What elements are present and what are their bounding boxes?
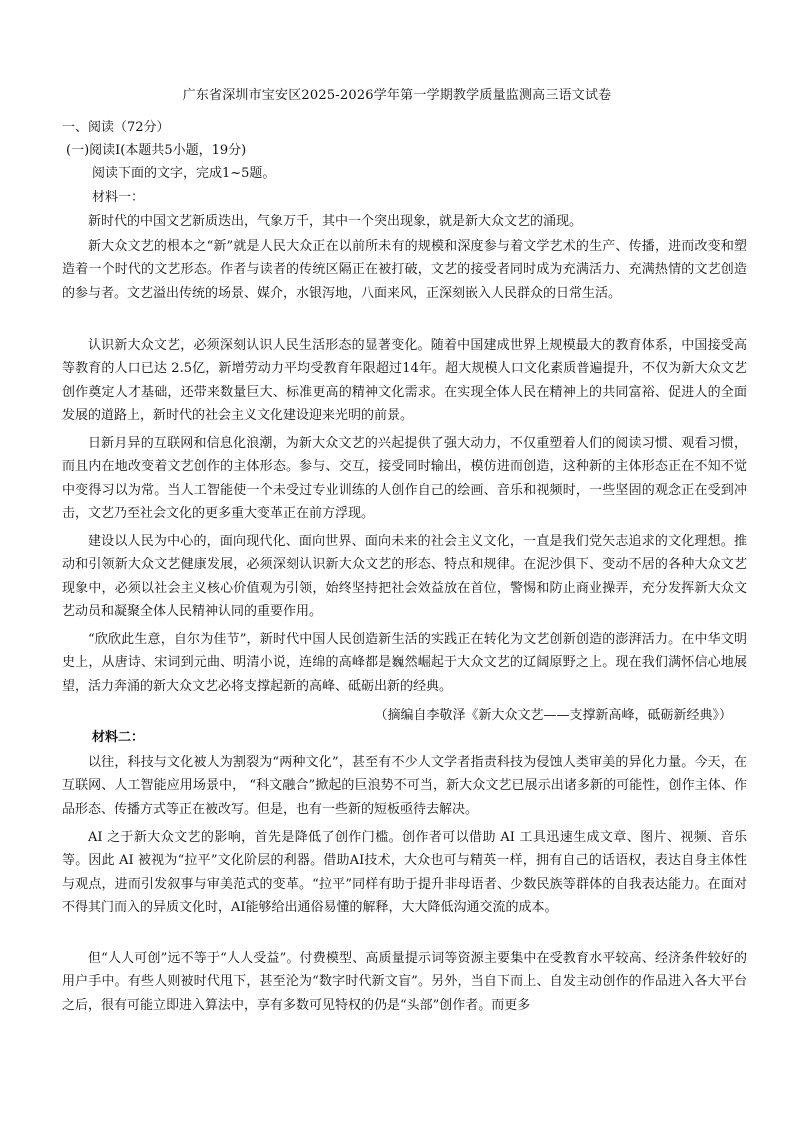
material2-paragraph: 以往，科技与文化被人为割裂为“两种文化”，甚至有不少人文学者指责科技为侵蚀人类审美的异化力量。今天，在互联网、人工智能应用场景中， “科文融合”掀起的巨浪势不可当，新大众文艺已展示出诸多新的可能性，创作主体、作品形态、传播方式等正在被改写。但是，也有一些新的短板亟待去解决。 — [62, 755, 747, 817]
material1-paragraph: 认识新大众文艺，必须深刻认识人民生活形态的显著变化。随着中国建成世界上规模最大的教育体系，中国接受高等教育的人口已达 2.5亿，新增劳动力平均受教育年限超过14年。超大规模人口文化素质普遍提升，不仅为新大众文艺创作奠定人才基础，还带来数量巨大、标准更高的精神文化需求。在实现全体人民在精神上的共同富裕、促进人的全面发展的道路上，新时代的社会主义文化建设迎来光明的前景。 — [62, 338, 747, 423]
exam-title: 广东省深圳市宝安区2025-2026学年第一学期教学质量监测高三语文试卷 — [182, 88, 612, 103]
material2-label: 材料二： — [92, 730, 145, 745]
material1-paragraph: 日新月异的互联网和信息化浪潮，为新大众文艺的兴起提供了强大动力，不仅重塑着人们的阅读习惯、观看习惯，而且内在地改变着文艺创作的主体形态。参与、交互，接受同时输出，模仿进而创造，这种新的主体形态正在不知不觉中变得习以为常。当人工智能使一个未受过专业训练的人创作自己的绘画、音乐和视频时，一些坚固的观念正在受到冲击，文艺乃至社会文化的更多重大变革正在前方浮现。 — [62, 436, 747, 521]
subsection-heading: (一)阅读I(本题共5小题，19分) — [66, 143, 247, 158]
section-heading: 一、阅读（72分） — [62, 120, 170, 135]
instruction-text: 阅读下面的文字，完成1~5题。 — [92, 166, 276, 181]
material1-paragraph: 建设以人民为中心的，面向现代化、面向世界、面向未来的社会主义文化，一直是我们党矢志追求的文化理想。推动和引领新大众文艺健康发展，必须深刻认识新大众文艺的形态、特点和规律。在泥沙俱下、变动不居的各种大众文艺现象中，必须以社会主义核心价值观为引领，始终坚持把社会效益放在首位，警惕和防止商业操弄，充分发挥新大众文艺动员和凝聚全体人民精神认同的重要作用。 — [62, 534, 747, 619]
material1-paragraph: 新大众文艺的根本之“新”就是人民大众正在以前所未有的规模和深度参与着文学艺术的生产、传播，进而改变和塑造着一个时代的文艺形态。作者与读者的传统区隔正在被打破，文艺的接受者同时成为充满活力、充满热情的文艺创造的参与者。文艺溢出传统的场景、媒介，水银泻地，八面来风，正深刻嵌入人民群众的日常生活。 — [62, 239, 747, 301]
material2-paragraph: 但“人人可创”远不等于“人人受益”。付费模型、高质量提示词等资源主要集中在受教育水平较高、经济条件较好的用户手中。有些人则被时代甩下，甚至沦为“数字时代新文盲”。另外，当自下而上、自发主动创作的作品进入各大平台之后，很有可能立即进入算法中，享有多数可见特权的仍是“头部”创作者。而更多 — [62, 951, 747, 1013]
material1-paragraph: “欣欣此生意，自尔为佳节”，新时代中国人民创造新生活的实践正在转化为文艺创新创造的澎湃活力。在中华文明史上，从唐诗、宋词到元曲、明清小说，连绵的高峰都是巍然崛起于大众文艺的辽阔原野之上。现在我们满怀信心地展望，活力奔涌的新大众文艺必将支撑起新的高峰、砥砺出新的经典。 — [62, 632, 747, 694]
material2-paragraph: AI 之于新大众文艺的影响，首先是降低了创作门槛。创作者可以借助 AI 工具迅速生成文章、图片、视频、音乐等。因此 AI 被视为“拉平”文化阶层的利器。借助AI技术，大众也可与精英一样，拥有自己的话语权，表达自身主体性与观点，进而引发叙事与审美范式的变革。“拉平”同样有助于提升非母语者、少数民族等群体的自我表达能力。在面对不得其门而入的异质文化时，AI能够给出通俗易懂的解释，大大降低沟通交流的成本。 — [62, 830, 747, 915]
material1-paragraph: 新时代的中国文艺新质迭出，气象万千，其中一个突出现象，就是新大众文艺的涌现。 — [88, 214, 583, 229]
material1-source: （摘编自李敬泽《新大众文艺——支撑新高峰，砥砺新经典》） — [374, 708, 732, 723]
material1-label: 材料一： — [92, 190, 145, 205]
